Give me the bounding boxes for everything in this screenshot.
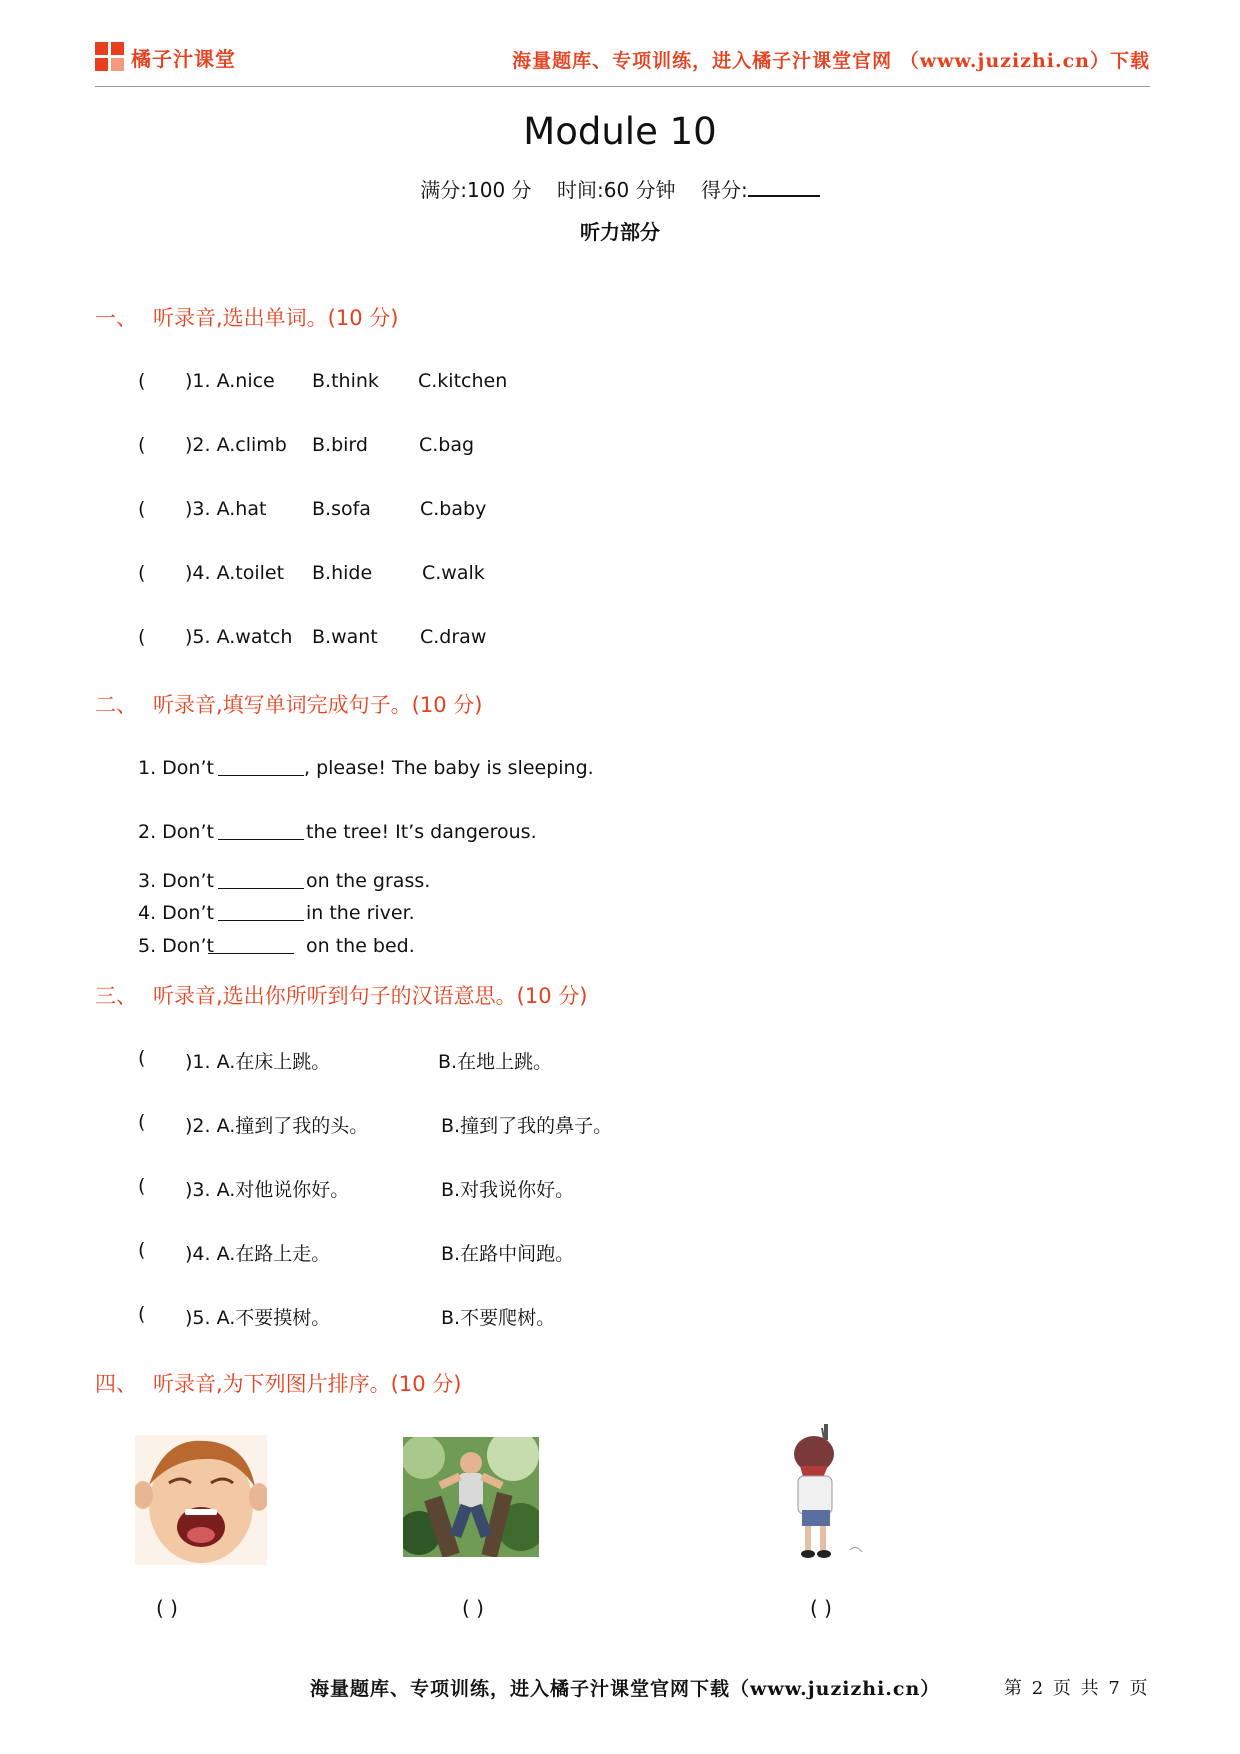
option-a: )2. A.climb [185, 434, 287, 456]
answer-paren[interactable]: ( [138, 1303, 146, 1325]
shouting-child-photo [135, 1435, 267, 1565]
answer-paren[interactable]: ( [138, 1111, 146, 1133]
fill-blank[interactable] [218, 757, 304, 776]
option-b: B.want [312, 626, 378, 648]
fill-blank[interactable] [218, 902, 304, 921]
girl-drawing-on-wall-illustration [770, 1420, 870, 1570]
option-a: )5. A.不要摸树。 [185, 1307, 331, 1329]
option-b: B.sofa [312, 498, 371, 520]
header-slogan: 海量题库、专项训练，进入橘子汁课堂官网 （www.juzizhi.cn）下载 [512, 50, 1150, 72]
option-b: B.不要爬树。 [441, 1307, 556, 1329]
option-c: C.kitchen [418, 370, 508, 392]
fill-blank[interactable] [218, 870, 304, 889]
option-b: B.撞到了我的鼻子。 [441, 1115, 613, 1137]
header-divider [95, 86, 1150, 87]
option-c: C.walk [422, 562, 485, 584]
answer-paren[interactable]: ( [138, 1047, 146, 1069]
option-a: )1. A.nice [185, 370, 275, 392]
picture-order-paren-1[interactable]: ( ) [156, 1596, 178, 1620]
answer-paren[interactable]: ( [138, 370, 146, 392]
score-blank[interactable] [748, 177, 820, 197]
fill-blank[interactable] [208, 935, 294, 954]
answer-paren[interactable]: ( [138, 626, 146, 648]
section-subtitle: 听力部分 [580, 220, 660, 244]
answer-paren[interactable]: ( [138, 1175, 146, 1197]
footer-slogan: 海量题库、专项训练，进入橘子汁课堂官网下载（www.juzizhi.cn） [310, 1678, 941, 1700]
boy-in-tree-photo [403, 1437, 539, 1557]
option-a: )4. A.在路上走。 [185, 1243, 331, 1265]
brand-logo [95, 42, 236, 72]
logo-icon [95, 42, 125, 72]
option-a: )3. A.对他说你好。 [185, 1179, 350, 1201]
answer-paren[interactable]: ( [138, 562, 146, 584]
option-a: )5. A.watch [185, 626, 293, 648]
logo-text: 橘子汁课堂 [131, 46, 236, 71]
option-b: B.bird [312, 434, 368, 456]
score-label: 得分: [700, 178, 748, 202]
exam-meta [0, 174, 1240, 203]
option-b: B.对我说你好。 [441, 1179, 575, 1201]
section-heading-2: 二、 听录音,填写单词完成句子。(10 分) [95, 693, 483, 717]
section-heading-4: 四、 听录音,为下列图片排序。(10 分) [95, 1372, 462, 1396]
answer-paren[interactable]: ( [138, 1239, 146, 1261]
answer-paren[interactable]: ( [138, 498, 146, 520]
picture-order-paren-3[interactable]: ( ) [810, 1596, 832, 1620]
page-title: Module 10 [523, 110, 717, 153]
answer-paren[interactable]: ( [138, 434, 146, 456]
option-a: )2. A.撞到了我的头。 [185, 1115, 369, 1137]
option-a: )3. A.hat [185, 498, 267, 520]
option-b: B.在路中间跑。 [441, 1243, 575, 1265]
option-c: C.baby [420, 498, 487, 520]
full-score: 满分:100 分 [420, 178, 532, 202]
option-c: C.bag [419, 434, 475, 456]
option-b: B.在地上跳。 [438, 1051, 553, 1073]
option-c: C.draw [420, 626, 487, 648]
option-a: )4. A.toilet [185, 562, 285, 584]
option-a: )1. A.在床上跳。 [185, 1051, 331, 1073]
page-number: 第 2 页 共 7 页 [1004, 1678, 1150, 1699]
option-b: B.think [312, 370, 379, 392]
time-limit: 时间:60 分钟 [556, 178, 676, 202]
fill-blank[interactable] [218, 821, 304, 840]
picture-order-paren-2[interactable]: ( ) [462, 1596, 484, 1620]
section-heading-1: 一、 听录音,选出单词。(10 分) [95, 306, 399, 330]
section-heading-3: 三、 听录音,选出你所听到句子的汉语意思。(10 分) [95, 984, 588, 1008]
option-b: B.hide [312, 562, 373, 584]
